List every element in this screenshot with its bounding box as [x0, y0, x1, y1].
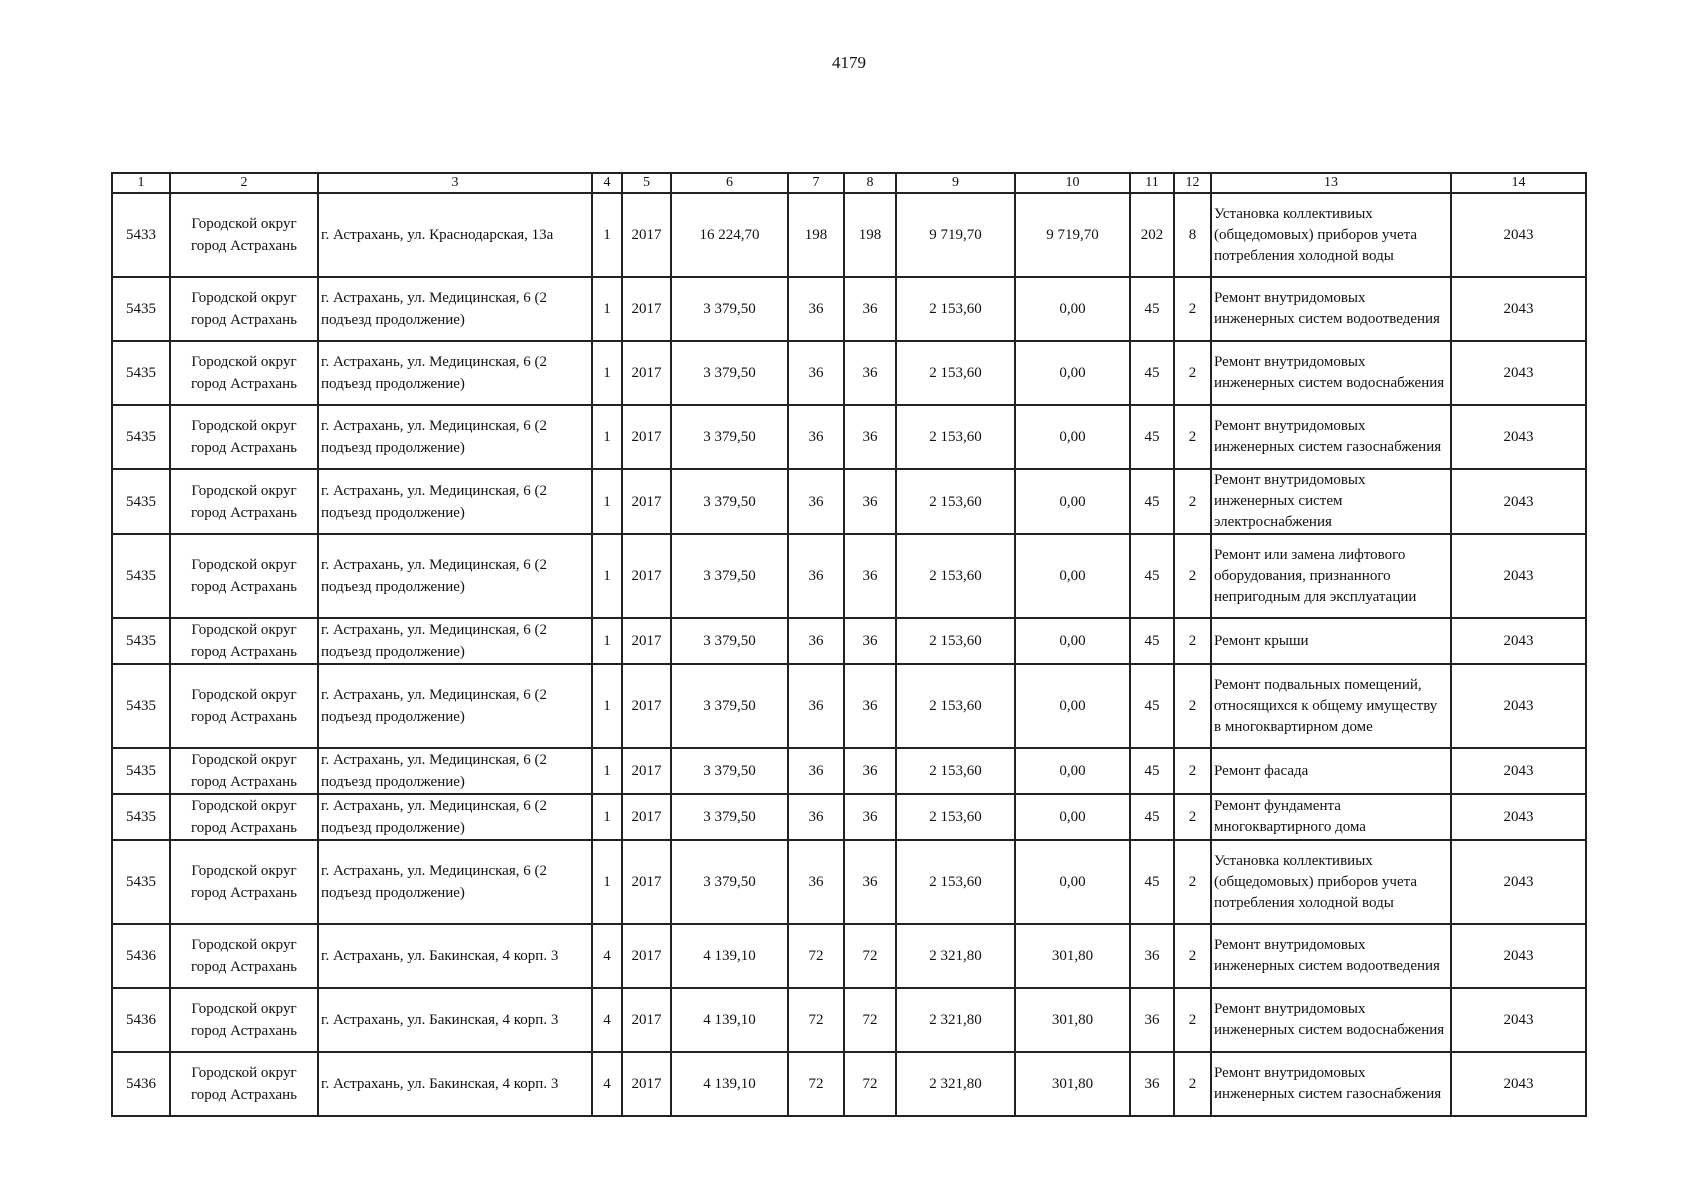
- cell-col-12: 8: [1174, 193, 1211, 277]
- cell-col-6: 4 139,10: [671, 1052, 788, 1116]
- cell-col-7: 36: [788, 469, 844, 534]
- cell-record-number: 5433: [112, 193, 170, 277]
- table-row: [112, 794, 1586, 840]
- table-header: [112, 173, 1586, 193]
- cell-col-10: 9 719,70: [1015, 193, 1130, 277]
- cell-col-10: 0,00: [1015, 618, 1130, 664]
- cell-address: г. Астрахань, ул. Медицинская, 6 (2 подъезд продолжение): [318, 534, 592, 618]
- cell-planned-year: 2043: [1451, 277, 1586, 341]
- table-row: [112, 193, 1586, 277]
- cell-col-12: 2: [1174, 618, 1211, 664]
- cell-year: 2017: [622, 534, 671, 618]
- cell-work-type: Ремонт внутридомовых инженерных систем водоснабжения: [1211, 988, 1451, 1052]
- cell-col-9: 2 153,60: [896, 748, 1015, 794]
- cell-col-7: 198: [788, 193, 844, 277]
- cell-planned-year: 2043: [1451, 341, 1586, 405]
- cell-col-11: 45: [1130, 534, 1174, 618]
- cell-planned-year: 2043: [1451, 534, 1586, 618]
- cell-col-6: 3 379,50: [671, 618, 788, 664]
- cell-col-4: 1: [592, 664, 622, 748]
- table-row: [112, 840, 1586, 924]
- table-row: [112, 534, 1586, 618]
- cell-planned-year: 2043: [1451, 840, 1586, 924]
- cell-col-8: 36: [844, 840, 896, 924]
- cell-col-11: 36: [1130, 924, 1174, 988]
- cell-municipality: Городской округ город Астрахань: [170, 341, 318, 405]
- cell-col-6: 3 379,50: [671, 534, 788, 618]
- cell-col-4: 1: [592, 193, 622, 277]
- cell-record-number: 5435: [112, 794, 170, 840]
- cell-col-12: 2: [1174, 988, 1211, 1052]
- cell-col-11: 45: [1130, 664, 1174, 748]
- cell-col-6: 3 379,50: [671, 664, 788, 748]
- cell-work-type: Установка коллективиых (общедомовых) приборов учета потребления холодной воды: [1211, 193, 1451, 277]
- cell-address: г. Астрахань, ул. Медицинская, 6 (2 подъезд продолжение): [318, 341, 592, 405]
- cell-work-type: Ремонт подвальных помещений, относящихся к общему имуществу в многоквартирном доме: [1211, 664, 1451, 748]
- cell-col-12: 2: [1174, 748, 1211, 794]
- table-row: [112, 1052, 1586, 1116]
- cell-address: г. Астрахань, ул. Бакинская, 4 корп. 3: [318, 924, 592, 988]
- cell-col-9: 2 321,80: [896, 988, 1015, 1052]
- cell-col-4: 1: [592, 277, 622, 341]
- cell-record-number: 5435: [112, 534, 170, 618]
- cell-planned-year: 2043: [1451, 405, 1586, 469]
- cell-address: г. Астрахань, ул. Медицинская, 6 (2 подъезд продолжение): [318, 277, 592, 341]
- cell-record-number: 5436: [112, 1052, 170, 1116]
- cell-col-11: 36: [1130, 988, 1174, 1052]
- cell-col-6: 3 379,50: [671, 277, 788, 341]
- cell-col-4: 1: [592, 618, 622, 664]
- cell-col-4: 4: [592, 1052, 622, 1116]
- cell-col-11: 45: [1130, 840, 1174, 924]
- cell-municipality: Городской округ город Астрахань: [170, 988, 318, 1052]
- cell-work-type: Ремонт фасада: [1211, 748, 1451, 794]
- cell-record-number: 5435: [112, 469, 170, 534]
- cell-col-12: 2: [1174, 840, 1211, 924]
- cell-record-number: 5436: [112, 988, 170, 1052]
- cell-col-12: 2: [1174, 277, 1211, 341]
- cell-work-type: Ремонт внутридомовых инженерных систем водоотведения: [1211, 924, 1451, 988]
- cell-address: г. Астрахань, ул. Краснодарская, 13а: [318, 193, 592, 277]
- cell-record-number: 5435: [112, 405, 170, 469]
- column-header-11: 11: [1130, 173, 1174, 193]
- cell-municipality: Городской округ город Астрахань: [170, 1052, 318, 1116]
- cell-record-number: 5435: [112, 664, 170, 748]
- cell-col-8: 36: [844, 618, 896, 664]
- cell-col-6: 3 379,50: [671, 469, 788, 534]
- cell-record-number: 5435: [112, 618, 170, 664]
- column-header-4: 4: [592, 173, 622, 193]
- cell-col-8: 36: [844, 534, 896, 618]
- cell-planned-year: 2043: [1451, 988, 1586, 1052]
- cell-col-11: 45: [1130, 405, 1174, 469]
- cell-col-4: 1: [592, 469, 622, 534]
- cell-col-9: 9 719,70: [896, 193, 1015, 277]
- cell-work-type: Ремонт внутридомовых инженерных систем электроснабжения: [1211, 469, 1451, 534]
- column-header-10: 10: [1015, 173, 1130, 193]
- cell-col-10: 301,80: [1015, 1052, 1130, 1116]
- cell-col-8: 36: [844, 664, 896, 748]
- cell-year: 2017: [622, 193, 671, 277]
- page-number: 4179: [832, 53, 866, 72]
- cell-year: 2017: [622, 924, 671, 988]
- cell-col-10: 0,00: [1015, 664, 1130, 748]
- cell-work-type: Ремонт внутридомовых инженерных систем водоснабжения: [1211, 341, 1451, 405]
- cell-col-7: 72: [788, 988, 844, 1052]
- cell-col-8: 72: [844, 1052, 896, 1116]
- column-header-7: 7: [788, 173, 844, 193]
- cell-address: г. Астрахань, ул. Медицинская, 6 (2 подъезд продолжение): [318, 840, 592, 924]
- table-row: [112, 277, 1586, 341]
- cell-col-7: 36: [788, 840, 844, 924]
- cell-address: г. Астрахань, ул. Медицинская, 6 (2 подъезд продолжение): [318, 748, 592, 794]
- cell-col-7: 36: [788, 618, 844, 664]
- cell-col-8: 72: [844, 924, 896, 988]
- cell-col-6: 3 379,50: [671, 748, 788, 794]
- cell-col-9: 2 153,60: [896, 534, 1015, 618]
- table-row: [112, 618, 1586, 664]
- cell-municipality: Городской округ город Астрахань: [170, 277, 318, 341]
- cell-year: 2017: [622, 469, 671, 534]
- table-row: [112, 341, 1586, 405]
- table-row: [112, 988, 1586, 1052]
- cell-col-7: 72: [788, 1052, 844, 1116]
- cell-municipality: Городской округ город Астрахань: [170, 748, 318, 794]
- cell-col-8: 36: [844, 341, 896, 405]
- cell-col-12: 2: [1174, 1052, 1211, 1116]
- cell-address: г. Астрахань, ул. Бакинская, 4 корп. 3: [318, 1052, 592, 1116]
- cell-col-9: 2 321,80: [896, 924, 1015, 988]
- column-header-2: 2: [170, 173, 318, 193]
- cell-year: 2017: [622, 405, 671, 469]
- cell-work-type: Ремонт или замена лифтового оборудования, признанного непригодным для эксплуатации: [1211, 534, 1451, 618]
- cell-municipality: Городской округ город Астрахань: [170, 840, 318, 924]
- cell-col-10: 0,00: [1015, 534, 1130, 618]
- cell-municipality: Городской округ город Астрахань: [170, 664, 318, 748]
- cell-col-8: 36: [844, 469, 896, 534]
- table-row: [112, 469, 1586, 534]
- column-header-1: 1: [112, 173, 170, 193]
- column-header-12: 12: [1174, 173, 1211, 193]
- cell-col-10: 301,80: [1015, 988, 1130, 1052]
- cell-work-type: Ремонт фундамента многоквартирного дома: [1211, 794, 1451, 840]
- cell-municipality: Городской округ город Астрахань: [170, 924, 318, 988]
- cell-col-4: 1: [592, 405, 622, 469]
- cell-planned-year: 2043: [1451, 1052, 1586, 1116]
- cell-col-6: 3 379,50: [671, 794, 788, 840]
- cell-col-9: 2 153,60: [896, 794, 1015, 840]
- cell-address: г. Астрахань, ул. Медицинская, 6 (2 подъезд продолжение): [318, 794, 592, 840]
- cell-planned-year: 2043: [1451, 618, 1586, 664]
- cell-year: 2017: [622, 1052, 671, 1116]
- cell-municipality: Городской округ город Астрахань: [170, 534, 318, 618]
- cell-col-7: 36: [788, 277, 844, 341]
- column-header-5: 5: [622, 173, 671, 193]
- cell-work-type: Установка коллективиых (общедомовых) приборов учета потребления холодной воды: [1211, 840, 1451, 924]
- cell-record-number: 5435: [112, 341, 170, 405]
- register-table: [111, 172, 1587, 1117]
- column-header-3: 3: [318, 173, 592, 193]
- cell-col-9: 2 153,60: [896, 664, 1015, 748]
- cell-col-10: 0,00: [1015, 341, 1130, 405]
- cell-col-8: 36: [844, 277, 896, 341]
- cell-record-number: 5436: [112, 924, 170, 988]
- cell-col-6: 4 139,10: [671, 924, 788, 988]
- cell-col-11: 202: [1130, 193, 1174, 277]
- cell-col-12: 2: [1174, 405, 1211, 469]
- cell-work-type: Ремонт внутридомовых инженерных систем газоснабжения: [1211, 1052, 1451, 1116]
- column-header-9: 9: [896, 173, 1015, 193]
- cell-address: г. Астрахань, ул. Медицинская, 6 (2 подъезд продолжение): [318, 405, 592, 469]
- cell-year: 2017: [622, 664, 671, 748]
- cell-col-10: 0,00: [1015, 277, 1130, 341]
- cell-col-7: 36: [788, 534, 844, 618]
- column-header-8: 8: [844, 173, 896, 193]
- cell-planned-year: 2043: [1451, 924, 1586, 988]
- cell-col-12: 2: [1174, 534, 1211, 618]
- cell-year: 2017: [622, 341, 671, 405]
- cell-year: 2017: [622, 988, 671, 1052]
- table-body: [112, 193, 1586, 1116]
- cell-municipality: Городской округ город Астрахань: [170, 193, 318, 277]
- cell-col-12: 2: [1174, 664, 1211, 748]
- column-header-14: 14: [1451, 173, 1586, 193]
- cell-municipality: Городской округ город Астрахань: [170, 794, 318, 840]
- header-row: [112, 173, 1586, 193]
- cell-col-10: 0,00: [1015, 840, 1130, 924]
- cell-record-number: 5435: [112, 748, 170, 794]
- cell-col-6: 3 379,50: [671, 405, 788, 469]
- cell-col-8: 36: [844, 748, 896, 794]
- cell-address: г. Астрахань, ул. Бакинская, 4 корп. 3: [318, 988, 592, 1052]
- cell-col-10: 301,80: [1015, 924, 1130, 988]
- cell-col-9: 2 153,60: [896, 840, 1015, 924]
- cell-col-4: 1: [592, 840, 622, 924]
- cell-col-9: 2 153,60: [896, 469, 1015, 534]
- cell-municipality: Городской округ город Астрахань: [170, 405, 318, 469]
- cell-record-number: 5435: [112, 840, 170, 924]
- cell-col-4: 1: [592, 341, 622, 405]
- cell-col-6: 3 379,50: [671, 341, 788, 405]
- cell-col-4: 1: [592, 534, 622, 618]
- cell-work-type: Ремонт внутридомовых инженерных систем газоснабжения: [1211, 405, 1451, 469]
- cell-col-7: 36: [788, 748, 844, 794]
- cell-col-4: 1: [592, 748, 622, 794]
- cell-col-11: 45: [1130, 748, 1174, 794]
- cell-address: г. Астрахань, ул. Медицинская, 6 (2 подъезд продолжение): [318, 618, 592, 664]
- cell-planned-year: 2043: [1451, 469, 1586, 534]
- cell-address: г. Астрахань, ул. Медицинская, 6 (2 подъезд продолжение): [318, 469, 592, 534]
- cell-col-9: 2 153,60: [896, 341, 1015, 405]
- cell-col-9: 2 153,60: [896, 277, 1015, 341]
- cell-col-11: 45: [1130, 277, 1174, 341]
- cell-record-number: 5435: [112, 277, 170, 341]
- cell-col-8: 198: [844, 193, 896, 277]
- cell-col-10: 0,00: [1015, 405, 1130, 469]
- cell-col-6: 4 139,10: [671, 988, 788, 1052]
- cell-col-7: 72: [788, 924, 844, 988]
- cell-year: 2017: [622, 618, 671, 664]
- cell-col-12: 2: [1174, 924, 1211, 988]
- cell-year: 2017: [622, 840, 671, 924]
- cell-planned-year: 2043: [1451, 664, 1586, 748]
- cell-col-4: 4: [592, 924, 622, 988]
- table-row: [112, 664, 1586, 748]
- cell-col-6: 3 379,50: [671, 840, 788, 924]
- cell-work-type: Ремонт внутридомовых инженерных систем водоотведения: [1211, 277, 1451, 341]
- cell-col-4: 4: [592, 988, 622, 1052]
- cell-col-9: 2 321,80: [896, 1052, 1015, 1116]
- cell-col-11: 45: [1130, 618, 1174, 664]
- cell-year: 2017: [622, 794, 671, 840]
- cell-col-12: 2: [1174, 794, 1211, 840]
- cell-col-10: 0,00: [1015, 469, 1130, 534]
- cell-col-10: 0,00: [1015, 794, 1130, 840]
- cell-municipality: Городской округ город Астрахань: [170, 469, 318, 534]
- cell-planned-year: 2043: [1451, 193, 1586, 277]
- cell-col-7: 36: [788, 664, 844, 748]
- cell-col-12: 2: [1174, 469, 1211, 534]
- cell-address: г. Астрахань, ул. Медицинская, 6 (2 подъезд продолжение): [318, 664, 592, 748]
- cell-planned-year: 2043: [1451, 748, 1586, 794]
- table-row: [112, 924, 1586, 988]
- cell-col-8: 36: [844, 405, 896, 469]
- cell-planned-year: 2043: [1451, 794, 1586, 840]
- cell-col-6: 16 224,70: [671, 193, 788, 277]
- column-header-13: 13: [1211, 173, 1451, 193]
- cell-col-12: 2: [1174, 341, 1211, 405]
- cell-col-11: 45: [1130, 794, 1174, 840]
- cell-col-8: 72: [844, 988, 896, 1052]
- cell-municipality: Городской округ город Астрахань: [170, 618, 318, 664]
- cell-col-11: 45: [1130, 341, 1174, 405]
- cell-col-4: 1: [592, 794, 622, 840]
- cell-col-11: 45: [1130, 469, 1174, 534]
- cell-col-7: 36: [788, 794, 844, 840]
- cell-col-9: 2 153,60: [896, 618, 1015, 664]
- table-row: [112, 748, 1586, 794]
- column-header-6: 6: [671, 173, 788, 193]
- cell-col-7: 36: [788, 405, 844, 469]
- cell-col-8: 36: [844, 794, 896, 840]
- cell-year: 2017: [622, 748, 671, 794]
- cell-work-type: Ремонт крыши: [1211, 618, 1451, 664]
- table-row: [112, 405, 1586, 469]
- cell-col-7: 36: [788, 341, 844, 405]
- cell-col-11: 36: [1130, 1052, 1174, 1116]
- cell-col-10: 0,00: [1015, 748, 1130, 794]
- cell-year: 2017: [622, 277, 671, 341]
- cell-col-9: 2 153,60: [896, 405, 1015, 469]
